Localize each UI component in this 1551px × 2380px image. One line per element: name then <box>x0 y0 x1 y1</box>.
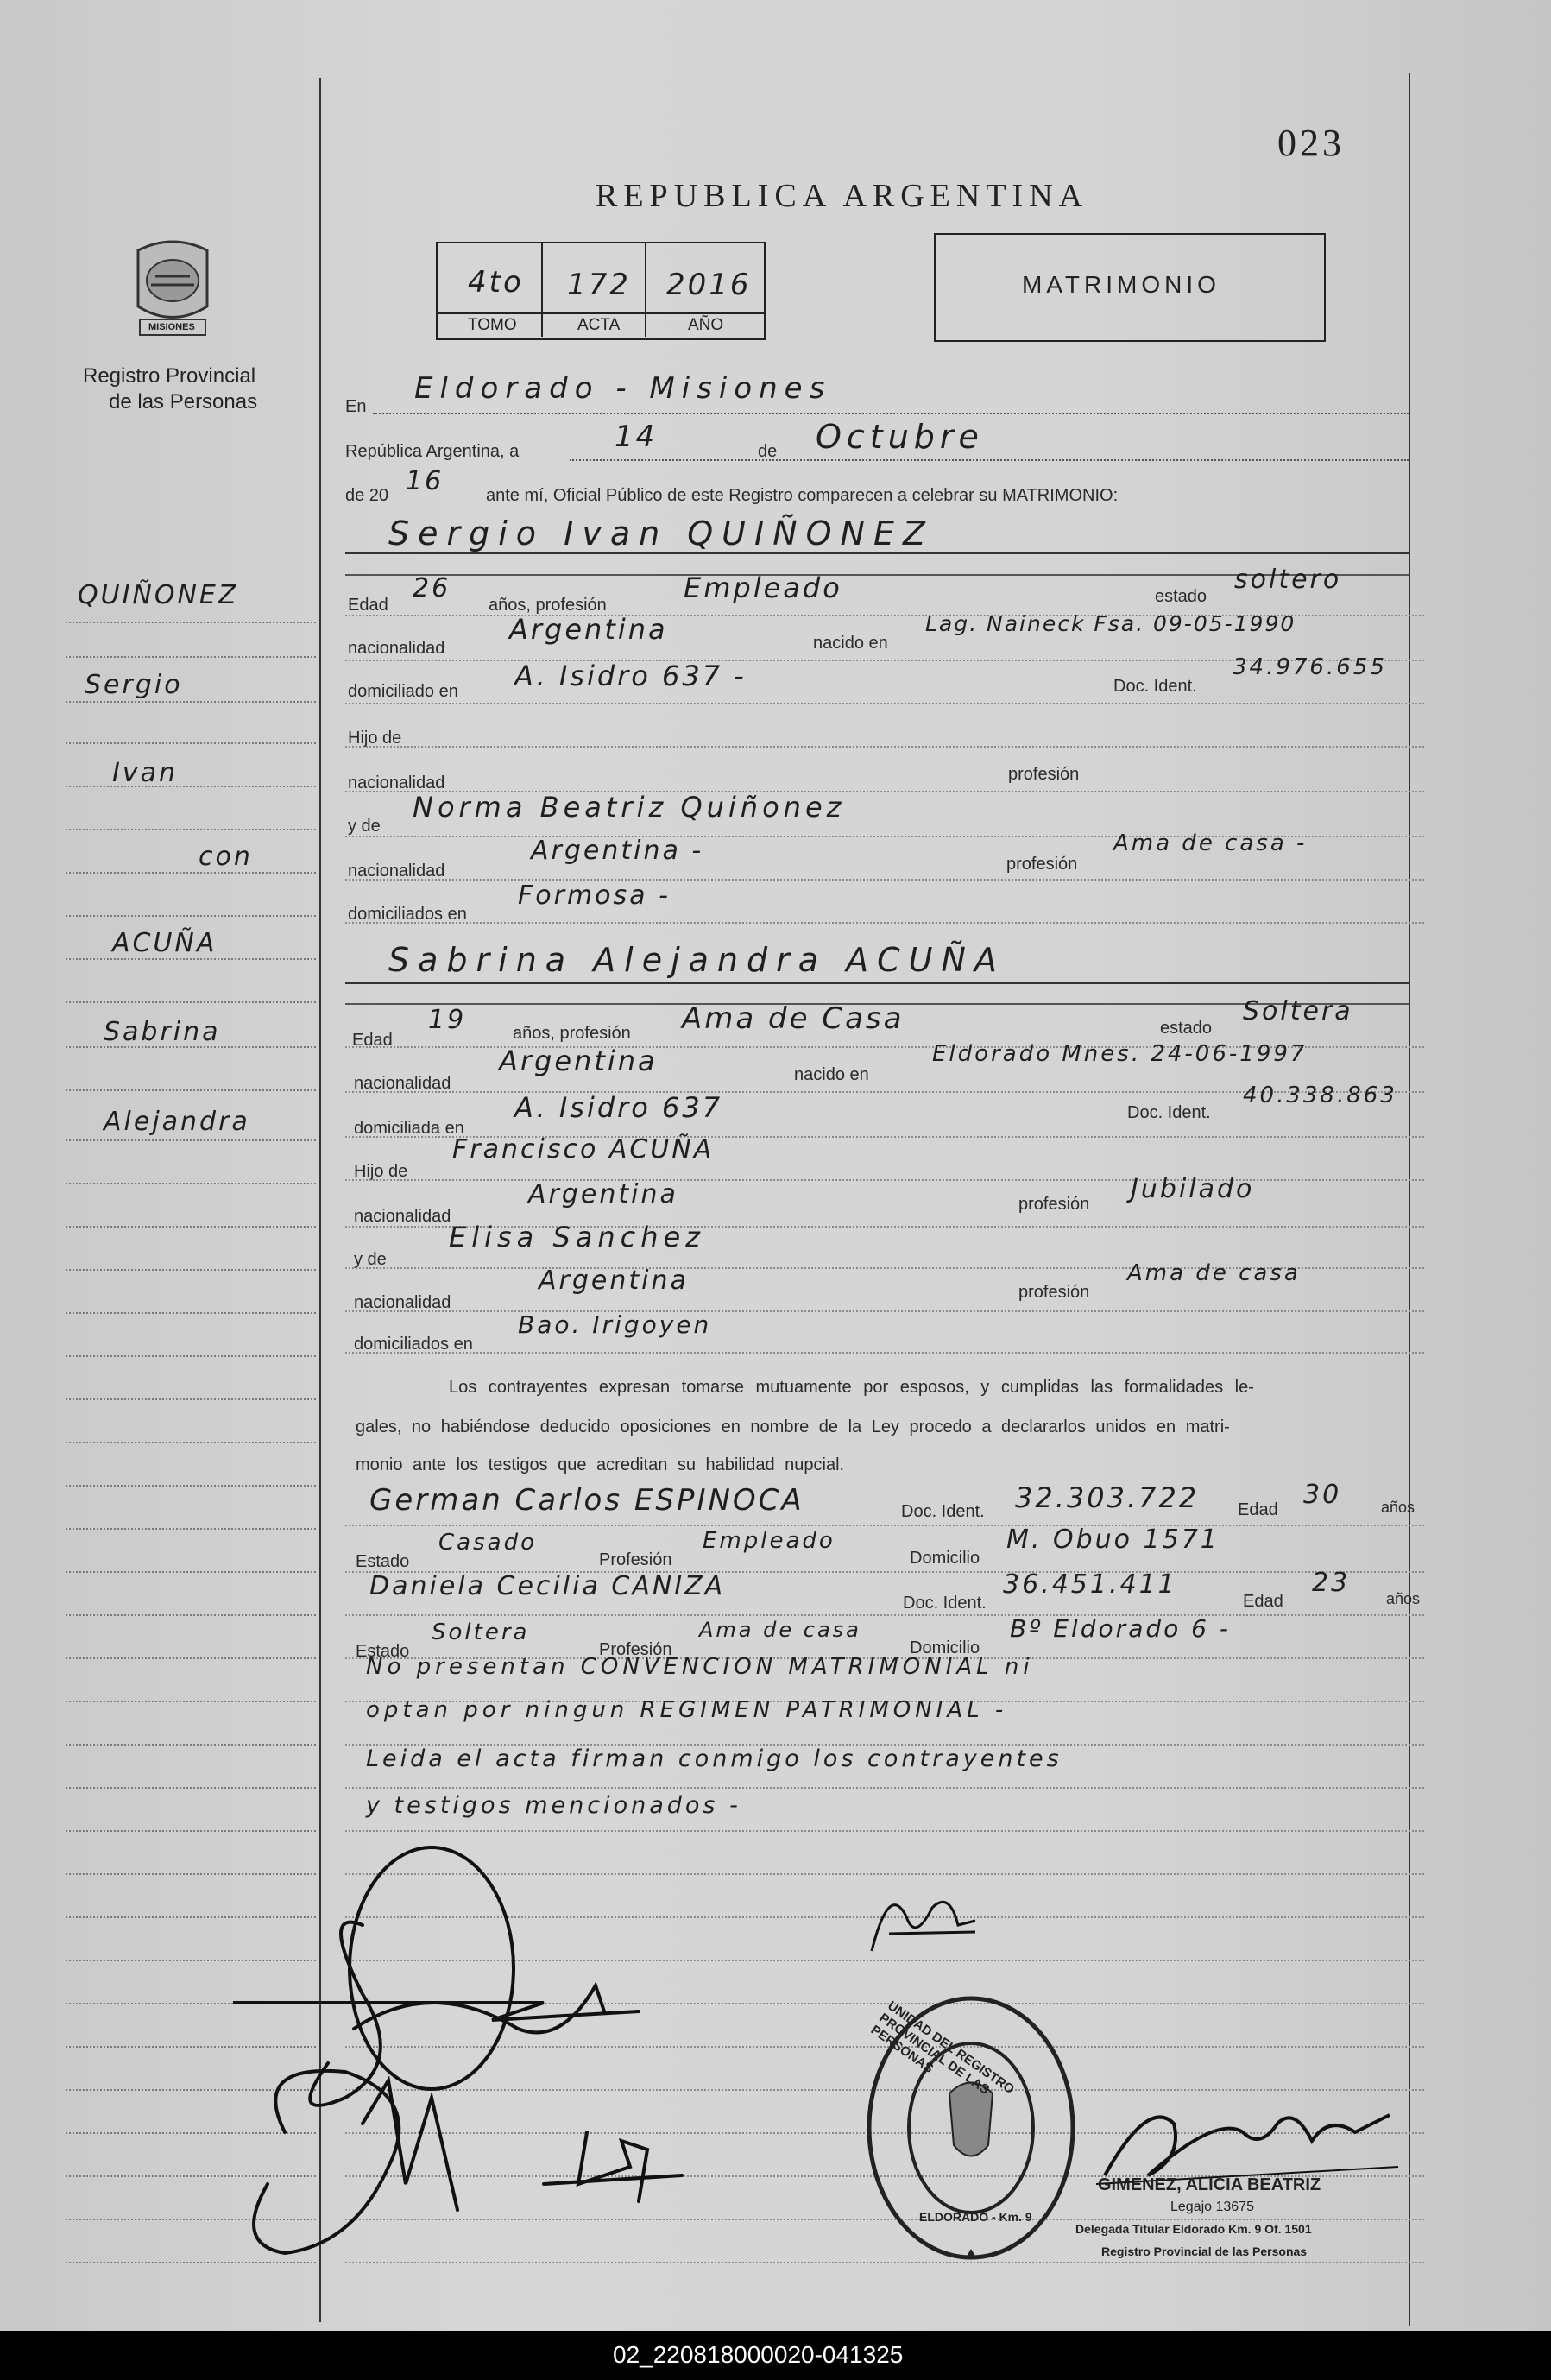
witness-2-profession: Ama de casa <box>699 1618 861 1642</box>
groom-parents-dom-label: domiciliados en <box>348 905 467 924</box>
registry-name-line1: Registro Provincial <box>83 364 256 388</box>
witness-1-status: Casado <box>438 1530 537 1556</box>
en-label: En <box>345 397 367 416</box>
stamp-bottom-text: ELDORADO - Km. 9 <box>919 2210 1032 2224</box>
bride-mother-nat-label: nacionalidad <box>354 1293 451 1312</box>
bride-doc: 40.338.863 <box>1243 1083 1397 1108</box>
bride-birth: Eldorado Mnes. 24-06-1997 <box>932 1041 1308 1067</box>
bride-father: Francisco ACUÑA <box>452 1134 715 1165</box>
day: 14 <box>615 420 658 454</box>
witness-1-doc: 32.303.722 <box>1015 1481 1200 1514</box>
seal-text: MISIONES <box>148 322 195 332</box>
witness-1-dom-label: Domicilio <box>910 1549 980 1568</box>
bride-nacionalidad-label: nacionalidad <box>354 1074 451 1093</box>
bride-mother-profession: Ama de casa <box>1127 1260 1301 1286</box>
bride-mother-nationality: Argentina <box>539 1266 689 1296</box>
bride-domiciliada-label: domiciliada en <box>354 1119 464 1138</box>
bride-yde-label: y de <box>354 1250 387 1269</box>
year-suffix: 16 <box>406 466 444 496</box>
groom-civil-status: soltero <box>1234 565 1342 595</box>
witness-1-doc-label: Doc. Ident. <box>901 1502 985 1521</box>
acta-label: ACTA <box>577 316 621 334</box>
legal-line-3: monio ante los testigos que acreditan su habilidad nupcial. <box>356 1455 845 1474</box>
bride-father-profession: Jubilado <box>1131 1174 1255 1204</box>
bride-parents-dom-label: domiciliados en <box>354 1335 473 1354</box>
groom-parents-address: Formosa - <box>518 881 671 911</box>
groom-mother: Norma Beatriz Quiñonez <box>413 791 846 824</box>
groom-mother-nat-label: nacionalidad <box>348 862 445 881</box>
bride-parents-address: Bao. Irigoyen <box>518 1310 712 1339</box>
official-legajo: Legajo 13675 <box>1170 2200 1254 2214</box>
groom-edad-label: Edad <box>348 596 388 615</box>
groom-profession: Empleado <box>684 571 842 604</box>
record-type: MATRIMONIO <box>1022 271 1220 298</box>
witness-2-estado-label: Estado <box>356 1642 410 1661</box>
republica-label: República Argentina, a <box>345 442 520 461</box>
contracting-parties-signatures <box>233 1839 751 2305</box>
witness-2-prof-label: Profesión <box>599 1640 672 1659</box>
bride-estado-label: estado <box>1160 1019 1213 1038</box>
groom-address: A. Isidro 637 - <box>514 660 747 692</box>
de20-label: de 20 <box>345 486 389 505</box>
tomo-value: 4to <box>468 265 524 300</box>
stamp-text: UNIDAD DEL REGISTRO PROVINCIAL DE LAS PERSONAS <box>867 1998 1018 2098</box>
month: Octubre <box>816 418 984 456</box>
margin-line: Sabrina <box>104 1017 221 1047</box>
margin-line: Sergio <box>85 670 183 700</box>
groom-domiciliado-label: domiciliado en <box>348 682 458 701</box>
margin-line: ACUÑA <box>112 928 218 958</box>
witness-2-doc-label: Doc. Ident. <box>903 1594 987 1613</box>
bride-name: Sabrina Alejandra ACUÑA <box>388 941 1006 979</box>
tomo-acta-box <box>436 242 766 340</box>
official-role: Delegada Titular Eldorado Km. 9 Of. 1501 <box>1075 2222 1312 2236</box>
groom-mother-prof-label: profesión <box>1006 855 1078 874</box>
bride-civil-status: Soltera <box>1243 996 1353 1026</box>
note-line: Leida el acta firman conmigo los contrayentes <box>366 1746 1062 1772</box>
witness-signature <box>854 1865 984 1968</box>
bride-nationality: Argentina <box>499 1045 658 1077</box>
witness-1-name: German Carlos ESPINOCA <box>369 1483 804 1518</box>
registry-name-line2: de las Personas <box>109 390 258 414</box>
groom-birth: Lag. Naineck Fsa. 09-05-1990 <box>925 611 1296 636</box>
page-number: 023 <box>1277 122 1345 164</box>
right-border <box>1409 73 1410 2326</box>
margin-line: con <box>199 842 253 872</box>
legal-line-2: gales, no habiéndose deducido oposiciones en nombre de la Ley procedo a declararlos unidos en matri- <box>356 1417 1230 1436</box>
bride-profesion-label: años, profesión <box>513 1024 631 1043</box>
bride-father-prof-label: profesión <box>1018 1195 1090 1214</box>
groom-doc: 34.976.655 <box>1233 654 1387 680</box>
witness-1-age: 30 <box>1303 1480 1342 1510</box>
place: Eldorado - Misiones <box>414 371 832 406</box>
official-org: Registro Provincial de las Personas <box>1101 2244 1308 2258</box>
footer-bar <box>0 2331 1551 2380</box>
bride-doc-label: Doc. Ident. <box>1127 1103 1211 1122</box>
margin-line: Alejandra <box>104 1107 250 1137</box>
note-line: y testigos mencionados - <box>366 1792 741 1819</box>
anio-label: AÑO <box>688 316 724 334</box>
bride-hijo-label: Hijo de <box>354 1162 408 1181</box>
groom-name: Sergio Ivan QUIÑONEZ <box>388 515 935 552</box>
witness-2-anos-label: años <box>1386 1590 1421 1607</box>
bride-mother: Elisa Sanchez <box>449 1221 706 1253</box>
groom-nacionalidad-label: nacionalidad <box>348 639 445 658</box>
official-name: GIMENEZ, ALICIA BEATRIZ <box>1098 2175 1321 2194</box>
image-code: 02_220818000020-041325 <box>613 2341 904 2368</box>
witness-2-dom-label: Domicilio <box>910 1638 980 1657</box>
witness-1-edad-label: Edad <box>1238 1500 1278 1519</box>
margin-line: QUIÑONEZ <box>78 580 239 610</box>
witness-2-age: 23 <box>1312 1568 1351 1598</box>
tomo-label: TOMO <box>468 316 517 334</box>
groom-hijo-label: Hijo de <box>348 729 402 748</box>
witness-1-anos-label: años <box>1381 1499 1415 1516</box>
bride-address: A. Isidro 637 <box>514 1091 723 1124</box>
record-type-box <box>934 233 1326 342</box>
bride-edad-label: Edad <box>352 1031 393 1050</box>
country-title: REPUBLICA ARGENTINA <box>596 178 1089 214</box>
witness-2-doc: 36.451.411 <box>1003 1569 1177 1600</box>
anio-value: 2016 <box>666 268 752 302</box>
groom-yde-label: y de <box>348 817 381 836</box>
bride-age: 19 <box>428 1005 467 1035</box>
note-line: No presentan CONVENCION MATRIMONIAL ni <box>366 1654 1034 1680</box>
de-label: de <box>758 442 778 461</box>
bride-father-nat-label: nacionalidad <box>354 1207 451 1226</box>
groom-father-prof-label: profesión <box>1008 765 1080 784</box>
margin-line: Ivan <box>112 758 178 788</box>
groom-nacido-label: nacido en <box>813 634 888 653</box>
groom-profesion-label: años, profesión <box>489 596 607 615</box>
witness-1-estado-label: Estado <box>356 1552 410 1571</box>
witness-2-edad-label: Edad <box>1243 1592 1283 1611</box>
intro-text: ante mí, Oficial Público de este Registro comparecen a celebrar su MATRIMONIO: <box>486 486 1119 505</box>
acta-value: 172 <box>567 268 631 302</box>
groom-nationality: Argentina <box>509 613 668 646</box>
groom-father-nat-label: nacionalidad <box>348 773 445 792</box>
groom-age: 26 <box>413 573 451 603</box>
groom-mother-nationality: Argentina - <box>531 836 704 866</box>
bride-profession: Ama de Casa <box>682 1001 905 1036</box>
groom-estado-label: estado <box>1155 587 1207 606</box>
witness-1-address: M. Obuo 1571 <box>1006 1525 1220 1555</box>
legal-line-1: Los contrayentes expresan tomarse mutuamente por esposos, y cumplidas las formalidades le- <box>449 1378 1254 1397</box>
bride-father-nationality: Argentina <box>528 1179 678 1209</box>
witness-2-address: Bº Eldorado 6 - <box>1010 1614 1231 1643</box>
witness-1-profession: Empleado <box>703 1528 835 1554</box>
witness-1-prof-label: Profesión <box>599 1550 672 1569</box>
groom-doc-label: Doc. Ident. <box>1113 677 1197 696</box>
note-line: optan por ningun REGIMEN PATRIMONIAL - <box>366 1697 1008 1723</box>
groom-mother-profession: Ama de casa - <box>1113 830 1308 856</box>
registry-stamp <box>859 1990 1083 2266</box>
witness-2-name: Daniela Cecilia CANIZA <box>369 1571 726 1601</box>
witness-2-status: Soltera <box>432 1619 530 1645</box>
bride-nacido-label: nacido en <box>794 1065 869 1084</box>
province-seal <box>121 233 224 345</box>
bride-mother-prof-label: profesión <box>1018 1283 1090 1302</box>
